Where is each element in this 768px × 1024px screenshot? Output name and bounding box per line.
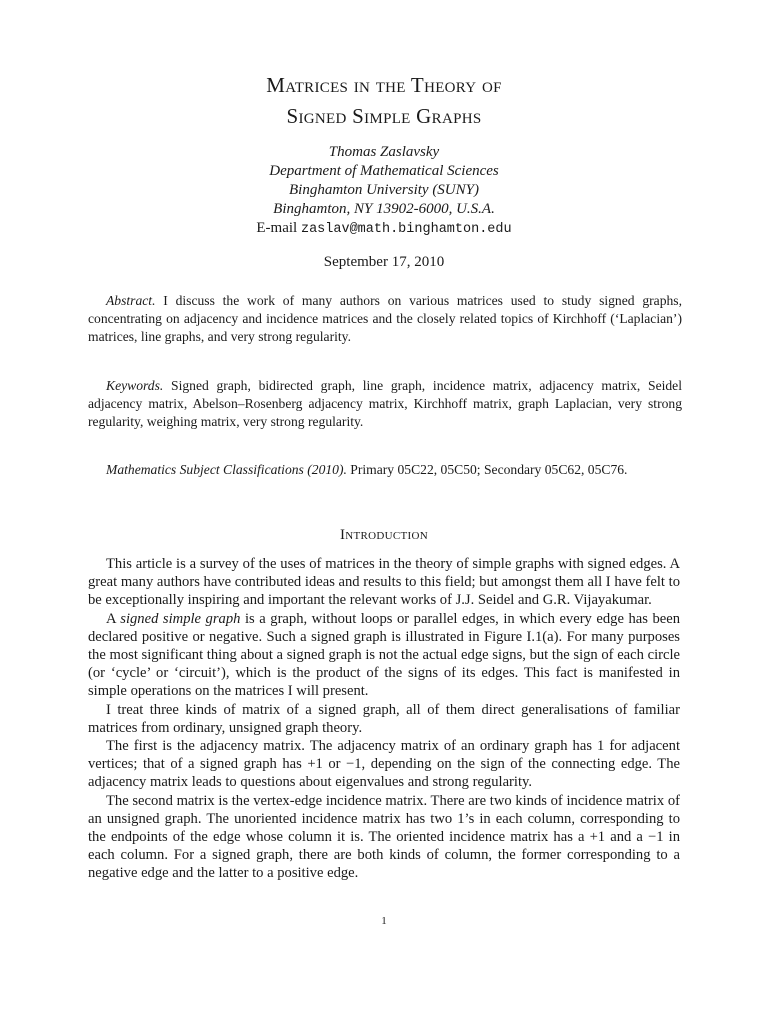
abstract-label: Abstract.: [106, 293, 156, 308]
email-address[interactable]: zaslav@math.binghamton.edu: [300, 222, 512, 237]
paragraph-3: I treat three kinds of matrix of a signed graph, all of them direct generalisations of familiar matrices from ordinary, unsigned graph theory.: [88, 701, 680, 736]
author-university: Binghamton University (SUNY): [289, 182, 479, 198]
page-number: 1: [381, 915, 387, 927]
author-department: Department of Mathematical Sciences: [269, 163, 499, 179]
author-block: [0, 143, 768, 239]
msc-label: Mathematics Subject Classifications (2010).: [106, 462, 347, 477]
abstract-text: I discuss the work of many authors on various matrices used to study signed graphs, concentrating on adjacency and incidence matrices and the closely related topics of Kirchhoff (‘Laplacian’) matrices, line graphs, and very strong regularity.: [88, 293, 682, 345]
email-label: E-mail: [256, 220, 298, 236]
keywords-text: Signed graph, bidirected graph, line graph, incidence matrix, adjacency matrix, Seidel adjacency matrix, Abelson–Rosenberg adjacency matrix, Kirchhoff matrix, graph Laplacian, very strong regularity, weighing matrix, very strong regularity.: [88, 378, 682, 430]
msc-text: Primary 05C22, 05C50; Secondary 05C62, 05C76.: [350, 462, 628, 477]
paper-title: [0, 70, 768, 132]
paragraph-2-start: A: [106, 610, 116, 627]
msc-classification: [88, 461, 682, 479]
introduction-body: [88, 555, 680, 883]
paragraph-1: This article is a survey of the uses of matrices in the theory of simple graphs with signed edges. A great many authors have contributed ideas and results to this field; but amongst them all I have felt to be exceptionally inspiring and important the relevant works of J.J. Seidel and G.R. Vijayakumar.: [88, 556, 680, 609]
paper-date: September 17, 2010: [323, 254, 445, 270]
paragraph-5: The second matrix is the vertex-edge incidence matrix. There are two kinds of incidence matrix of an unsigned graph. The unoriented incidence matrix has two 1’s in each column, corresponding to the endpoints of the edge whose column it is. The oriented incidence matrix has a +1 and a −1 in each column. For a signed graph, there are both kinds of column, the former corresponding to a negative edge and the latter to a positive edge.: [88, 792, 680, 882]
abstract: [88, 292, 682, 347]
keywords: [88, 377, 682, 432]
keywords-label: Keywords.: [106, 378, 164, 393]
title-line-2: Signed Simple Graphs: [286, 104, 482, 128]
paragraph-2-rest: is a graph, without loops or parallel edges, in which every edge has been declared positive or negative. Such a signed graph is illustrated in Figure I.1(a). For many purposes the most significant thing about a signed graph is not the actual edge signs, but the sign of each circle (or ‘cycle’ or ‘circuit’), which is the product of the signs of its edges. This fact is manifested in simple operations on the matrices I will present.: [88, 610, 681, 700]
author-name: Thomas Zaslavsky: [328, 144, 440, 160]
defined-term: signed simple graph: [120, 610, 241, 627]
paragraph-2: [88, 610, 680, 701]
paragraph-4: The first is the adjacency matrix. The adjacency matrix of an ordinary graph has 1 for adjacent vertices; that of a signed graph has +1 or −1, depending on the sign of the connecting edge. The adjacency matrix leads to questions about eigenvalues and strong regularity.: [88, 738, 680, 791]
author-address: Binghamton, NY 13902-6000, U.S.A.: [273, 201, 495, 217]
section-title: Introduction: [339, 527, 429, 543]
title-line-1: Matrices in the Theory of: [266, 73, 502, 97]
email-line: [256, 220, 511, 236]
